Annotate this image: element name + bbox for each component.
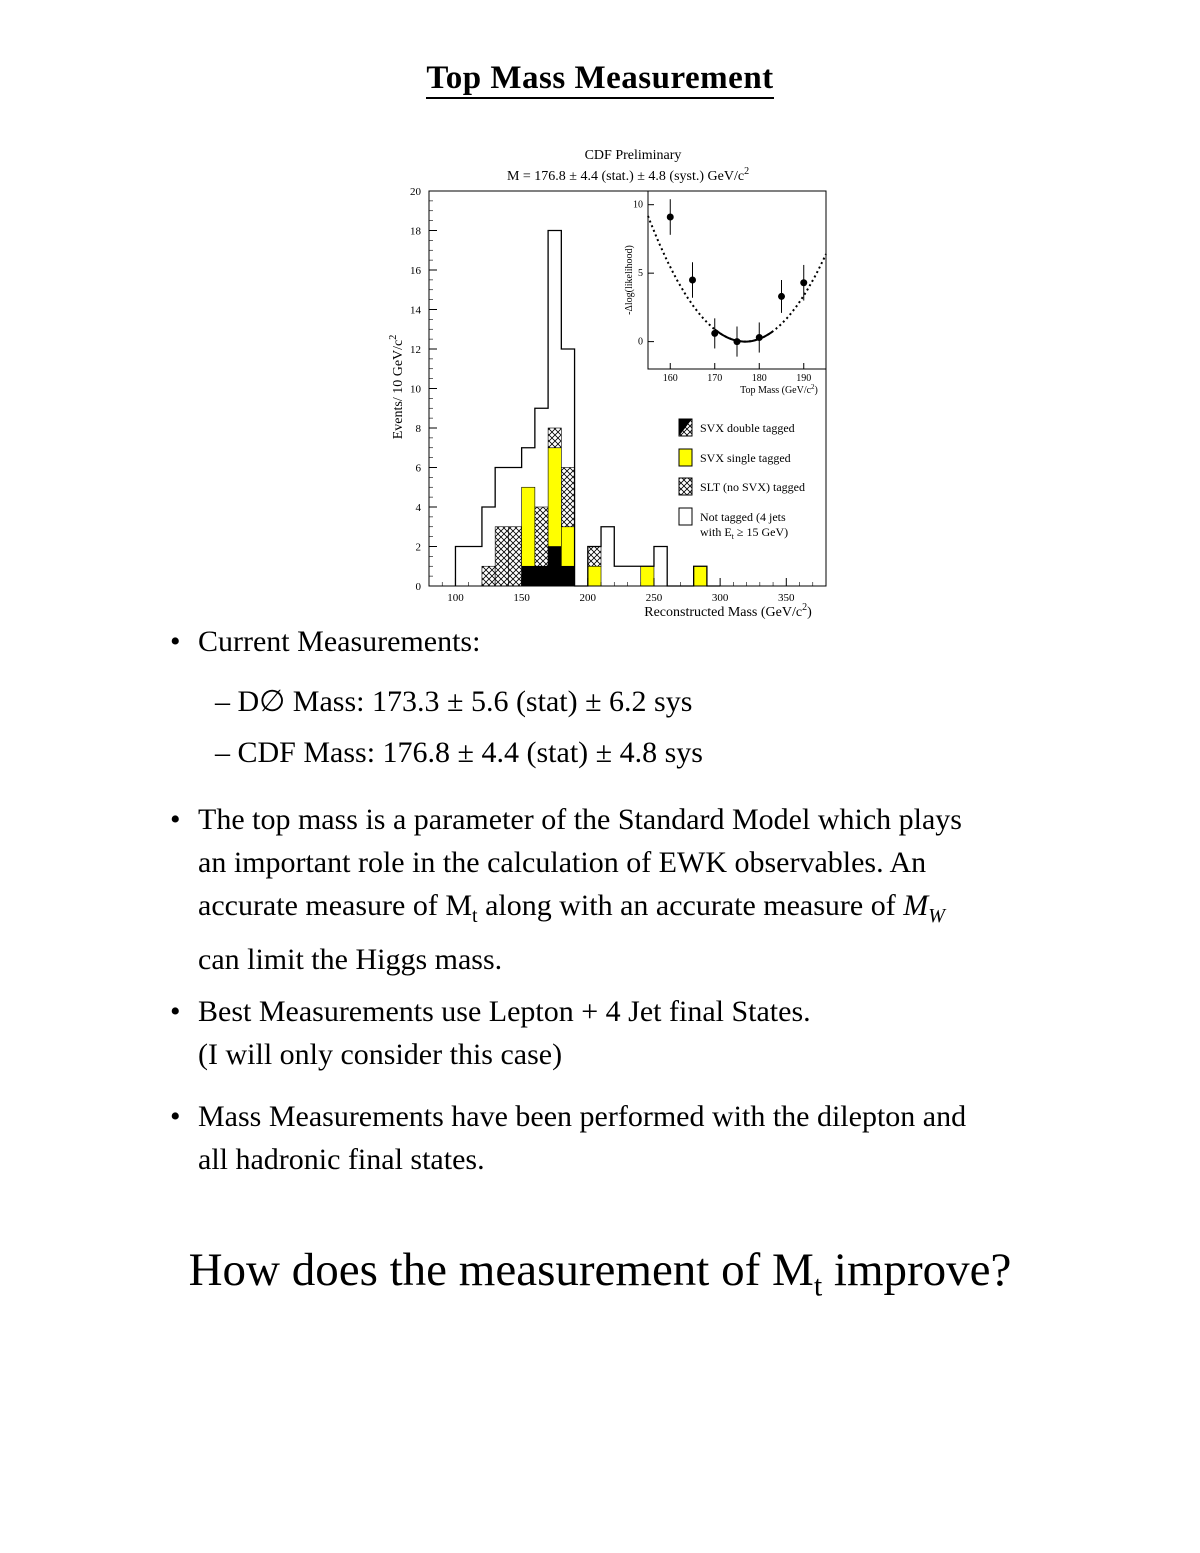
bar-single-150 (522, 487, 535, 566)
bullet-standard-model-text (198, 798, 1060, 981)
legend-label-untagged-2 (700, 525, 788, 541)
legend-item-untagged (679, 508, 788, 541)
sm-line-1: The top mass is a parameter of the Standard Model which plays (198, 803, 962, 836)
chart-title: CDF Preliminary (584, 148, 682, 163)
bullet-dot: • (170, 625, 181, 658)
y-tick-label: 10 (410, 383, 421, 396)
closing-question (0, 1243, 1200, 1303)
data-point (800, 279, 807, 286)
x-axis-label-main: Reconstructed Mass (GeV/c (644, 605, 803, 620)
bar-single-240 (641, 566, 654, 586)
single-tag-swatch (679, 449, 692, 466)
x-axis-label-sup: 2 (802, 602, 808, 613)
slt-tag-swatch (679, 478, 692, 495)
bar-single-180 (561, 527, 574, 567)
bullet-dilepton-text (198, 1095, 1060, 1181)
inset-x-tick-label: 190 (796, 373, 812, 384)
y-tick-label: 20 (410, 186, 421, 198)
closing-b: improve? (822, 1244, 1012, 1296)
data-point (778, 293, 785, 300)
best-line-1: Best Measurements use Lepton + 4 Jet final States. (198, 995, 811, 1028)
legend-item-slt (679, 478, 805, 495)
legend-label-single: SVX single tagged (700, 451, 791, 465)
closing-a: How does the measurement of M (188, 1244, 814, 1296)
y-axis-label (388, 335, 406, 440)
bar-no-140 (508, 527, 521, 586)
inset-x-tick-label: 160 (662, 373, 678, 384)
legend-item-double (679, 419, 795, 436)
bullet-current-text: Current Measurements: (198, 625, 481, 658)
legend-l2-sub: t (731, 532, 734, 541)
x-axis-label-end: ) (807, 605, 812, 620)
page-title-text: Top Mass Measurement (426, 60, 773, 99)
legend-label-slt: SLT (no SVX) tagged (700, 480, 805, 494)
likelihood-inset (633, 191, 826, 384)
inset-x-label (740, 383, 818, 396)
top-mass-figure (0, 0, 1200, 630)
x-tick-label: 300 (711, 592, 729, 604)
inset-y-tick-label: 5 (638, 268, 643, 280)
mw-symbol: M (903, 889, 929, 922)
y-tick-label: 18 (410, 225, 421, 238)
bar-single-170 (548, 448, 561, 547)
bar-no-180 (561, 468, 574, 527)
untagged-swatch (679, 508, 692, 525)
bar-no-130 (495, 527, 508, 586)
y-tick-label: 6 (415, 462, 421, 475)
bullet-dot: • (170, 803, 181, 836)
bullet-dot: • (170, 995, 181, 1028)
y-tick-label: 12 (410, 344, 421, 356)
bar-single-200 (588, 566, 601, 586)
y-axis-label-main: Events/ 10 GeV/c (391, 339, 406, 440)
legend-label-double: SVX double tagged (700, 421, 795, 435)
bar-no-120 (482, 566, 495, 586)
sub-item-cdf (215, 736, 703, 770)
x-tick-label: 150 (513, 592, 530, 604)
mw-subscript: W (928, 905, 945, 927)
dilep-line-1: Mass Measurements have been performed with the dilepton and (198, 1100, 967, 1133)
sm-line-4: can limit the Higgs mass. (198, 943, 503, 976)
inset-x-tick-label: 170 (707, 373, 723, 384)
d0-mass-text: D∅ Mass: 173.3 ± 5.6 (stat) ± 6.2 sys (237, 685, 693, 718)
cdf-mass-text: CDF Mass: 176.8 ± 4.4 (stat) ± 4.8 sys (237, 736, 703, 769)
chart-subtitle (507, 166, 749, 184)
inset-x-label-sup: 2 (811, 383, 815, 391)
best-line-2: (I will only consider this case) (198, 1038, 563, 1071)
inset-x-label-end: ) (814, 385, 818, 396)
data-point (756, 334, 763, 341)
y-axis-label-sup: 2 (388, 334, 399, 340)
legend-l2-a: with E (700, 525, 732, 539)
bar-double-170 (548, 547, 561, 587)
y-tick-label: 0 (415, 581, 421, 593)
data-point (711, 330, 718, 337)
chart-subtitle-main: M = 176.8 ± 4.4 (stat.) ± 4.8 (syst.) GeV/c (506, 169, 745, 184)
inset-y-tick-label: 0 (638, 336, 643, 348)
legend (679, 419, 805, 541)
dilep-line-2: all hadronic final states. (198, 1143, 485, 1176)
bullet-dot: • (170, 1100, 181, 1133)
inset-y-label: -Δlog(likelihood) (624, 245, 635, 315)
sm-line-2: an important role in the calculation of EWK observables. An (198, 846, 927, 879)
bar-double-180 (561, 566, 574, 586)
bar-double-150 (522, 566, 535, 586)
x-tick-label: 100 (447, 592, 464, 604)
bullet-best-text (198, 990, 1060, 1076)
legend-item-single (679, 449, 791, 466)
inset-x-label-main: Top Mass (GeV/c (740, 385, 812, 396)
inset-y-tick-label: 10 (633, 199, 643, 211)
x-axis-label (644, 602, 812, 620)
y-tick-label: 8 (415, 423, 421, 435)
x-tick-label: 200 (579, 592, 597, 604)
bar-no-170 (548, 428, 561, 448)
inset-x-tick-label: 180 (751, 373, 767, 384)
sm-line-3b: along with an accurate measure of (477, 889, 904, 922)
data-point (667, 214, 674, 221)
sm-line-3a: accurate measure of M (198, 889, 473, 922)
closing-sub: t (813, 1269, 823, 1303)
x-tick-label: 350 (778, 592, 795, 604)
y-tick-label: 4 (415, 502, 421, 514)
dash-cdf: – (215, 736, 230, 769)
sm-line-3 (198, 884, 1060, 938)
x-tick-label: 250 (645, 592, 663, 604)
bar-no-200 (588, 547, 601, 567)
legend-l2-b: ≥ 15 GeV) (733, 525, 789, 539)
sm-line-3-sub: t (472, 905, 478, 927)
bar-no-160 (535, 507, 548, 566)
data-point (689, 277, 696, 284)
bar-double-160 (535, 566, 548, 586)
chart-subtitle-sup: 2 (744, 166, 750, 177)
y-tick-label: 14 (410, 304, 421, 317)
bar-single-280 (694, 566, 707, 586)
y-tick-label: 2 (415, 541, 421, 554)
sub-item-d0 (215, 684, 692, 719)
y-tick-label: 16 (410, 265, 421, 277)
legend-label-untagged: Not tagged (4 jets (700, 510, 786, 524)
dash-d0: – (215, 685, 230, 718)
data-point (734, 338, 741, 345)
